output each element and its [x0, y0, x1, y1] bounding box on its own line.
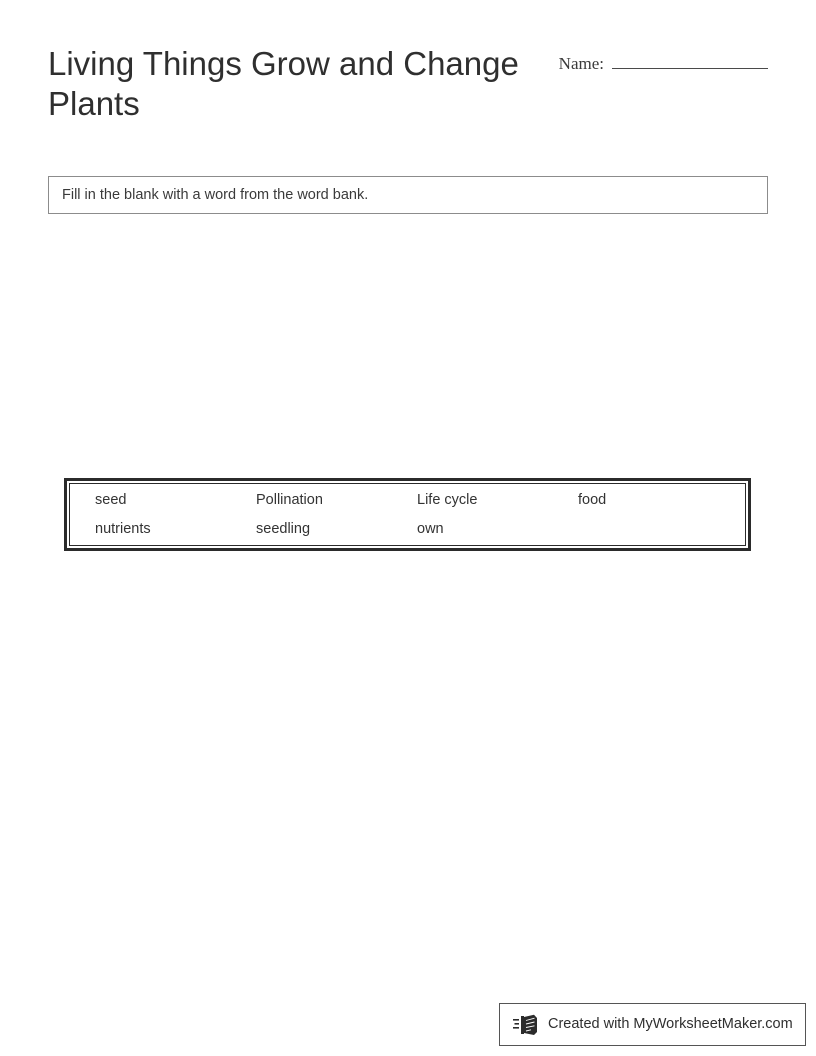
word-bank-word[interactable]: seed — [95, 491, 127, 508]
page-title — [48, 44, 528, 124]
lower-blank-area — [48, 560, 768, 990]
worksheet-maker-logo-icon — [513, 1014, 539, 1036]
instruction-text: Fill in the blank with a word from the word bank. — [62, 186, 369, 203]
page-title-line-2: Plants — [48, 85, 140, 122]
word-bank-word[interactable]: seedling — [256, 520, 311, 537]
word-bank-word[interactable]: food — [578, 491, 607, 508]
word-bank-word[interactable]: Life cycle — [417, 491, 478, 508]
word-bank-word[interactable]: nutrients — [95, 520, 151, 537]
footer-attribution-text: Created with MyWorksheetMaker.com — [548, 1016, 793, 1033]
word-bank-row — [95, 486, 745, 515]
name-field-input-line[interactable] — [612, 56, 768, 69]
word-bank — [64, 478, 751, 551]
word-bank-word[interactable]: own — [417, 520, 444, 537]
name-field[interactable] — [559, 44, 768, 74]
name-field-label: Name: — [558, 54, 604, 73]
word-bank-word[interactable]: Pollination — [256, 491, 323, 508]
word-bank-inner — [69, 483, 746, 546]
question-work-area — [48, 228, 768, 472]
worksheet-header — [48, 44, 768, 124]
page-title-line-1: Living Things Grow and Change — [48, 45, 519, 82]
footer-attribution-badge[interactable] — [499, 1003, 806, 1046]
instruction-box — [48, 176, 768, 214]
word-bank-row — [95, 515, 745, 544]
